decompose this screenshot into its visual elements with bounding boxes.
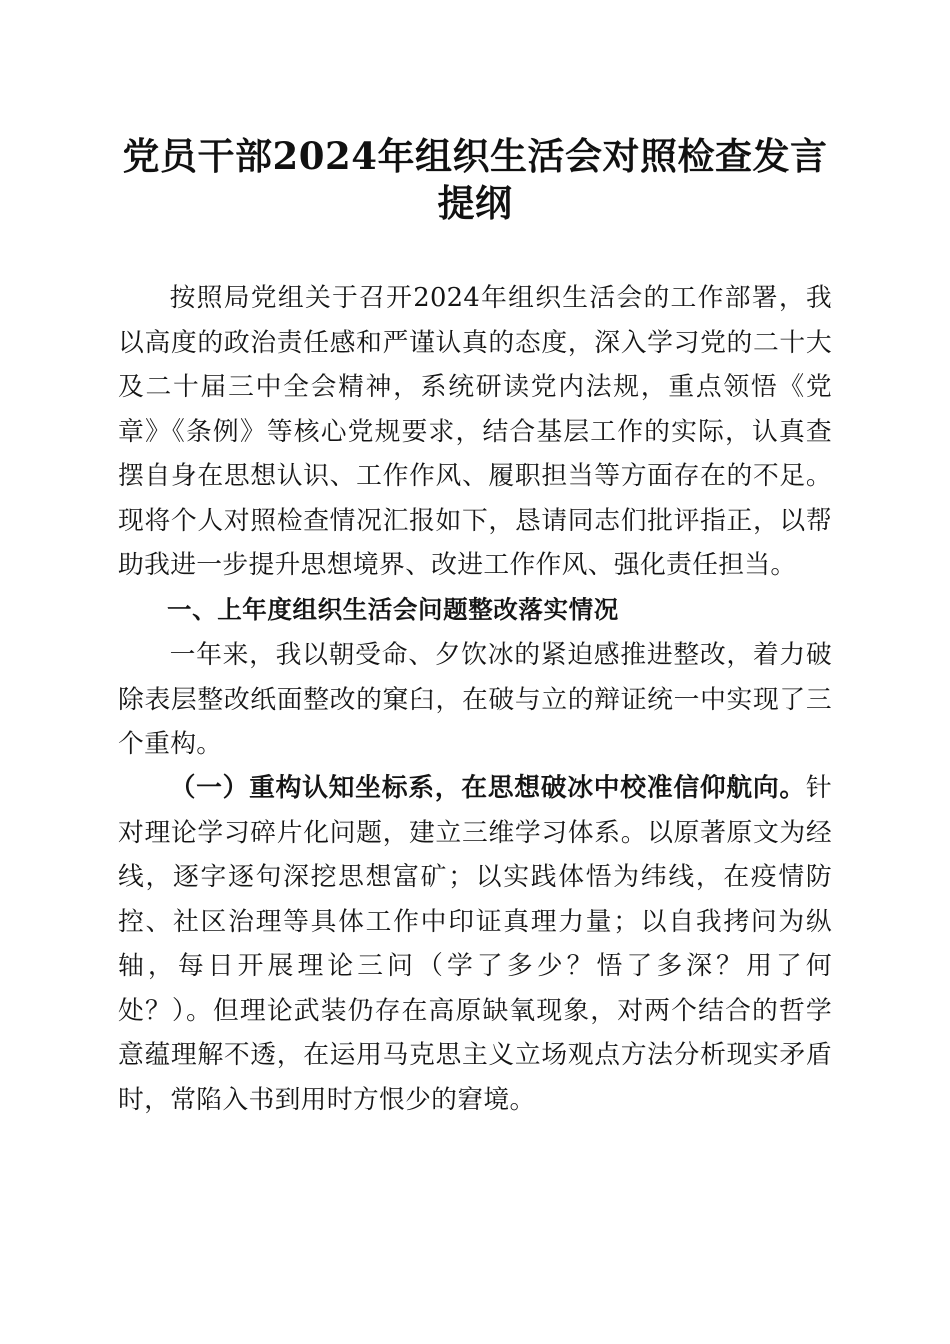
document-title: 党员干部2024年组织生活会对照检查发言提纲 bbox=[122, 134, 828, 225]
section-1-item-1-body: 针对理论学习碎片化问题，建立三维学习体系。以原著原文为经线，逐字逐句深挖思想富矿；以实践体悟为纬线，在疫情防控、社区治理等具体工作中印证真理力量；以自我拷问为纵轴，每日开展理论三问（学了多少？悟了多深？用了何处？）。但理论武装仍存在高原缺氧现象，对两个结合的哲学意蕴理解不透，在运用马克思主义立场观点方法分析现实矛盾时，常陷入书到用时方恨少的窘境。 bbox=[118, 773, 832, 1115]
section-1-item-1-lead: （一）重构认知坐标系，在思想破冰中校准信仰航向。 bbox=[169, 773, 806, 803]
section-1-heading: 一、上年度组织生活会问题整改落实情况 bbox=[167, 595, 619, 624]
section-1-item-1-paragraph bbox=[118, 766, 832, 1122]
section-1-overview-paragraph: 一年来，我以朝受命、夕饮冰的紧迫感推进整改，着力破除表层整改纸面整改的窠臼，在破与立的辩证统一中实现了三个重构。 bbox=[118, 640, 832, 759]
intro-paragraph: 按照局党组关于召开2024年组织生活会的工作部署，我以高度的政治责任感和严谨认真的态度，深入学习党的二十大及二十届三中全会精神，系统研读党内法规，重点领悟《党章》《条例》等核心党规要求，结合基层工作的实际，认真查摆自身在思想认识、工作作风、履职担当等方面存在的不足。现将个人对照检查情况汇报如下，恳请同志们批评指正，以帮助我进一步提升思想境界、改进工作作风、强化责任担当。 bbox=[118, 283, 832, 580]
